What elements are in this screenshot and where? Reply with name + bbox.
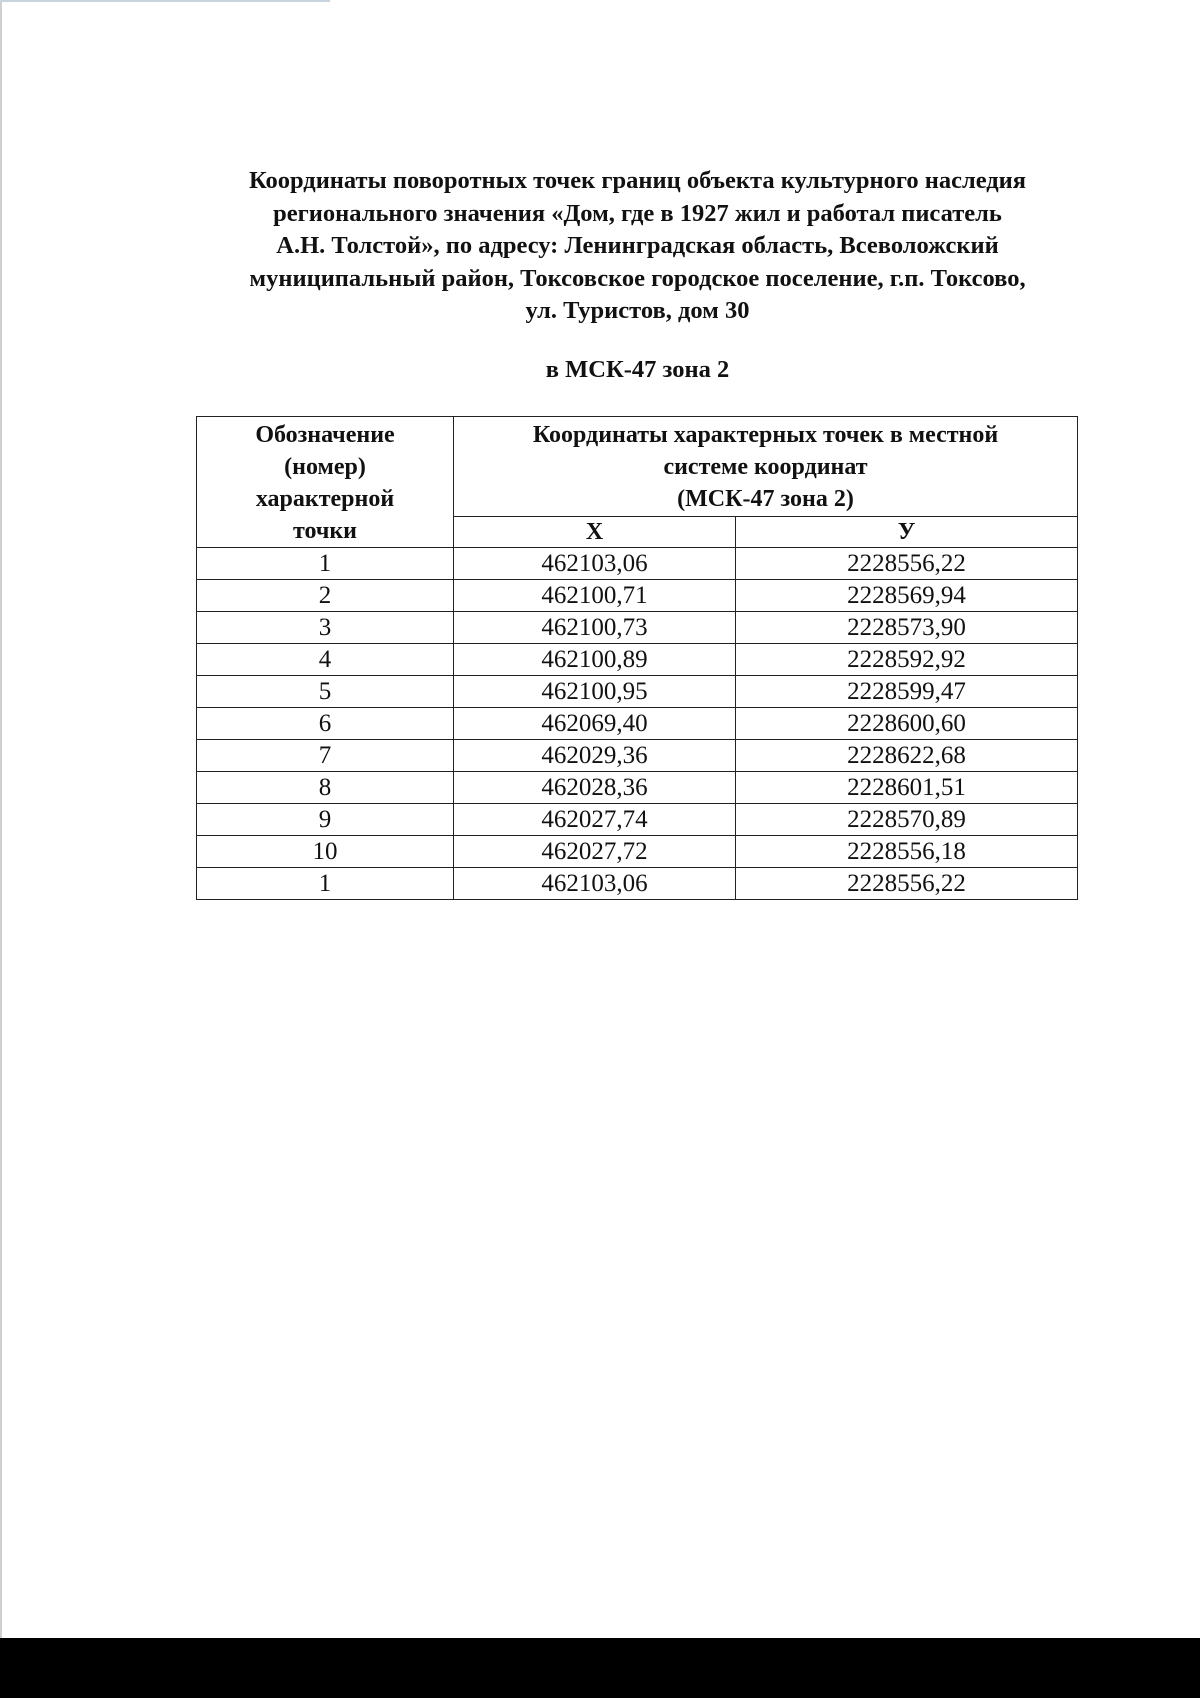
x-coordinate-cell: 462069,40	[454, 708, 736, 740]
y-coordinate-cell: 2228601,51	[736, 772, 1078, 804]
table-row	[197, 676, 1078, 708]
y-coordinate-cell: 2228556,22	[736, 868, 1078, 900]
point-number-cell: 1	[197, 868, 454, 900]
coords-header-line: (МСК-47 зона 2)	[677, 486, 854, 512]
y-coordinate-cell: 2228569,94	[736, 580, 1078, 612]
table-body	[197, 548, 1078, 900]
point-number-cell: 10	[197, 836, 454, 868]
x-coordinate-cell: 462028,36	[454, 772, 736, 804]
y-coordinate-cell: 2228622,68	[736, 740, 1078, 772]
y-coordinate-cell: 2228600,60	[736, 708, 1078, 740]
table-row	[197, 868, 1078, 900]
table-row	[197, 836, 1078, 868]
y-coordinate-cell: 2228599,47	[736, 676, 1078, 708]
table-row	[197, 612, 1078, 644]
document-title	[150, 165, 1125, 328]
y-coordinate-cell: 2228570,89	[736, 804, 1078, 836]
point-number-cell: 1	[197, 548, 454, 580]
table-row	[197, 804, 1078, 836]
title-line: ул. Туристов, дом 30	[525, 297, 750, 324]
x-coordinate-cell: 462100,73	[454, 612, 736, 644]
point-number-cell: 4	[197, 644, 454, 676]
x-coordinate-cell: 462029,36	[454, 740, 736, 772]
point-column-header	[197, 417, 454, 548]
table-header	[197, 417, 1078, 548]
table-row	[197, 772, 1078, 804]
y-coordinate-cell: 2228556,22	[736, 548, 1078, 580]
table-row	[197, 548, 1078, 580]
table-row	[197, 740, 1078, 772]
title-line: А.Н. Толстой», по адресу: Ленинградская область, Всеволожский	[276, 232, 999, 259]
coordinates-table	[196, 416, 1078, 900]
x-coordinate-cell: 462027,72	[454, 836, 736, 868]
title-line: муниципальный район, Токсовское городское поселение, г.п. Токсово,	[249, 264, 1026, 292]
y-coordinate-cell: 2228573,90	[736, 612, 1078, 644]
scan-bottom-band	[0, 1638, 1200, 1698]
coordinates-group-header	[454, 417, 1078, 517]
point-number-cell: 6	[197, 708, 454, 740]
y-coordinate-cell: 2228592,92	[736, 644, 1078, 676]
x-coordinate-cell: 462100,89	[454, 644, 736, 676]
point-number-cell: 2	[197, 580, 454, 612]
x-coordinate-cell: 462103,06	[454, 868, 736, 900]
point-header-line: точки	[292, 518, 358, 544]
point-number-cell: 9	[197, 804, 454, 836]
y-column-header: У	[736, 516, 1078, 547]
coords-header-line: системе координат	[663, 454, 868, 480]
coords-header-line: Координаты характерных точек в местной	[532, 422, 999, 448]
point-header-line: характерной	[255, 486, 395, 512]
document-subtitle: в МСК-47 зона 2	[545, 356, 730, 383]
point-number-cell: 8	[197, 772, 454, 804]
x-column-header: Х	[454, 516, 736, 547]
x-coordinate-cell: 462100,71	[454, 580, 736, 612]
scan-left-edge	[0, 0, 2, 1640]
point-number-cell: 3	[197, 612, 454, 644]
point-header-line: Обозначение	[255, 422, 395, 448]
point-number-cell: 5	[197, 676, 454, 708]
table-row	[197, 708, 1078, 740]
x-coordinate-cell: 462100,95	[454, 676, 736, 708]
y-coordinate-cell: 2228556,18	[736, 836, 1078, 868]
x-coordinate-cell: 462027,74	[454, 804, 736, 836]
point-header-line: (номер)	[284, 454, 366, 480]
table-row	[197, 644, 1078, 676]
title-line: Координаты поворотных точек границ объекта культурного наследия	[248, 167, 1027, 194]
title-line: регионального значения «Дом, где в 1927 жил и работал писатель	[273, 199, 1002, 227]
table-row	[197, 580, 1078, 612]
point-number-cell: 7	[197, 740, 454, 772]
x-coordinate-cell: 462103,06	[454, 548, 736, 580]
scan-top-strip	[0, 0, 330, 2]
header-row	[197, 417, 1078, 517]
